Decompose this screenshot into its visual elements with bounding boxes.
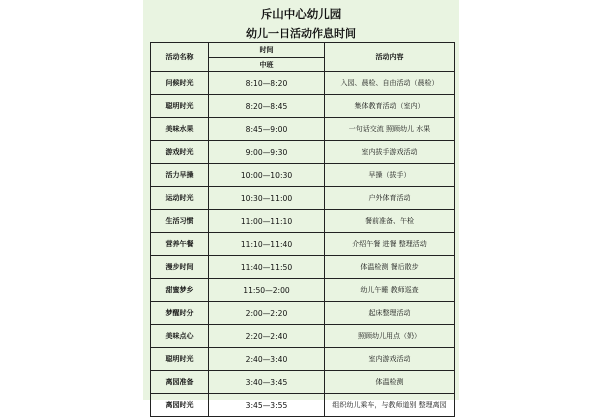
activity-name: 甜蜜梦乡 bbox=[151, 279, 209, 302]
activity-time: 2:00—2:20 bbox=[209, 302, 325, 325]
activity-time: 8:45—9:00 bbox=[209, 118, 325, 141]
activity-time: 11:00—11:10 bbox=[209, 210, 325, 233]
table-row bbox=[151, 187, 455, 210]
activity-content: 集体教育活动（室内） bbox=[325, 95, 455, 118]
activity-name: 生活习惯 bbox=[151, 210, 209, 233]
schedule-table bbox=[150, 42, 455, 417]
page-title: 幼儿一日活动作息时间 bbox=[246, 27, 356, 40]
table-row bbox=[151, 164, 455, 187]
activity-content: 起床整理活动 bbox=[325, 302, 455, 325]
header-activity-content: 活动内容 bbox=[325, 43, 455, 72]
activity-content: 室内游戏活动 bbox=[325, 348, 455, 371]
activity-content: 一句话交流 照顾幼儿 水果 bbox=[325, 118, 455, 141]
school-name: 斥山中心幼儿园 bbox=[260, 7, 342, 21]
activity-time: 11:40—11:50 bbox=[209, 256, 325, 279]
activity-content: 体温检测 bbox=[325, 371, 455, 394]
activity-content: 幼儿午睡 教师巡查 bbox=[325, 279, 455, 302]
activity-name: 营养午餐 bbox=[151, 233, 209, 256]
activity-time: 11:50—2:00 bbox=[209, 279, 325, 302]
schedule-sheet bbox=[143, 0, 459, 410]
table-row bbox=[151, 118, 455, 141]
table-row bbox=[151, 325, 455, 348]
activity-name: 漫步时间 bbox=[151, 256, 209, 279]
activity-time: 8:10—8:20 bbox=[209, 72, 325, 95]
table-row bbox=[151, 371, 455, 394]
header-time: 时间 bbox=[209, 43, 325, 58]
activity-content: 室内拔手游戏活动 bbox=[325, 141, 455, 164]
activity-content: 餐前准备、午检 bbox=[325, 210, 455, 233]
activity-content: 入园、晨检、自由活动（晨检） bbox=[325, 72, 455, 95]
activity-name: 离园准备 bbox=[151, 371, 209, 394]
activity-time: 3:45—3:55 bbox=[209, 394, 325, 417]
activity-name: 美味点心 bbox=[151, 325, 209, 348]
activity-content: 体温检测 餐后散步 bbox=[325, 256, 455, 279]
activity-time: 2:40—3:40 bbox=[209, 348, 325, 371]
activity-name: 梦醒时分 bbox=[151, 302, 209, 325]
activity-name: 活力早操 bbox=[151, 164, 209, 187]
activity-name: 运动时光 bbox=[151, 187, 209, 210]
header-activity-name: 活动名称 bbox=[151, 43, 209, 72]
activity-name: 游戏时光 bbox=[151, 141, 209, 164]
activity-content: 户外体育活动 bbox=[325, 187, 455, 210]
activity-time: 10:30—11:00 bbox=[209, 187, 325, 210]
activity-content: 早操（拔手） bbox=[325, 164, 455, 187]
header-class: 中班 bbox=[209, 58, 325, 72]
activity-content: 照顾幼儿用点（奶） bbox=[325, 325, 455, 348]
activity-name: 聪明时光 bbox=[151, 348, 209, 371]
activity-name: 美味水果 bbox=[151, 118, 209, 141]
activity-time: 9:00—9:30 bbox=[209, 141, 325, 164]
activity-time: 2:20—2:40 bbox=[209, 325, 325, 348]
table-row bbox=[151, 72, 455, 95]
activity-content: 介绍午餐 进餐 整理活动 bbox=[325, 233, 455, 256]
table-row bbox=[151, 210, 455, 233]
activity-time: 8:20—8:45 bbox=[209, 95, 325, 118]
table-row bbox=[151, 233, 455, 256]
table-row bbox=[151, 256, 455, 279]
table-row bbox=[151, 348, 455, 371]
table-row bbox=[151, 95, 455, 118]
activity-name: 聪明时光 bbox=[151, 95, 209, 118]
activity-time: 10:00—10:30 bbox=[209, 164, 325, 187]
table-row bbox=[151, 141, 455, 164]
table-row bbox=[151, 394, 455, 417]
table-row bbox=[151, 279, 455, 302]
activity-name: 离园时光 bbox=[151, 394, 209, 417]
table-row bbox=[151, 302, 455, 325]
activity-content: 组织幼儿乘车，与教师道别 整理离园 bbox=[325, 394, 455, 417]
activity-time: 3:40—3:45 bbox=[209, 371, 325, 394]
activity-name: 问候时光 bbox=[151, 72, 209, 95]
activity-time: 11:10—11:40 bbox=[209, 233, 325, 256]
